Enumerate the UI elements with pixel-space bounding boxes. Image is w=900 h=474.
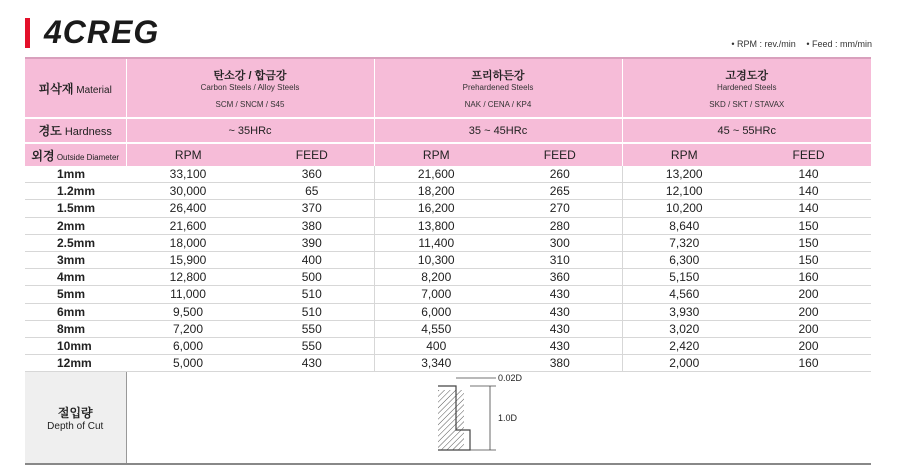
table-row bbox=[25, 217, 871, 234]
material-row bbox=[25, 58, 871, 118]
rpm-cell: 16,200 bbox=[374, 200, 498, 217]
feed-cell: 150 bbox=[746, 217, 871, 234]
feed-cell: 360 bbox=[250, 166, 374, 183]
feed-cell: 430 bbox=[498, 320, 622, 337]
diameter-label-ko: 외경 bbox=[31, 148, 55, 163]
diameter-cell: 5mm bbox=[25, 286, 126, 303]
feed-cell: 160 bbox=[746, 269, 871, 286]
column-header-row bbox=[25, 143, 871, 166]
table-row bbox=[25, 200, 871, 217]
feed-cell: 140 bbox=[746, 166, 871, 183]
rpm-cell: 8,200 bbox=[374, 269, 498, 286]
rpm-cell: 7,320 bbox=[622, 234, 746, 251]
rpm-cell: 3,020 bbox=[622, 320, 746, 337]
feed-cell: 65 bbox=[250, 183, 374, 200]
diameter-cell: 10mm bbox=[25, 337, 126, 354]
rpm-cell: 13,200 bbox=[622, 166, 746, 183]
depth-label-ko: 절입량 bbox=[57, 405, 93, 420]
rpm-cell: 30,000 bbox=[126, 183, 250, 200]
depth-of-cut-diagram bbox=[434, 372, 564, 458]
feed-cell: 430 bbox=[250, 355, 374, 372]
table-row bbox=[25, 166, 871, 183]
group-name-en: Carbon Steels / Alloy Steels bbox=[200, 83, 300, 92]
feed-cell: 380 bbox=[250, 217, 374, 234]
rpm-cell: 4,550 bbox=[374, 320, 498, 337]
rpm-cell: 5,000 bbox=[126, 355, 250, 372]
rpm-cell: 21,600 bbox=[126, 217, 250, 234]
units-legend bbox=[723, 39, 872, 49]
diameter-label-en: Outside Diameter bbox=[56, 152, 120, 162]
rpm-cell: 21,600 bbox=[374, 166, 498, 183]
rpm-cell: 3,930 bbox=[622, 303, 746, 320]
material-label-ko: 피삭재 bbox=[38, 81, 74, 96]
feed-cell: 200 bbox=[746, 320, 871, 337]
feed-cell: 200 bbox=[746, 337, 871, 354]
table-row bbox=[25, 234, 871, 251]
diameter-label bbox=[25, 143, 126, 166]
rpm-cell: 6,000 bbox=[126, 337, 250, 354]
feed-cell: 200 bbox=[746, 303, 871, 320]
rpm-header: RPM bbox=[374, 143, 498, 166]
workpiece-hatch bbox=[438, 390, 464, 450]
hardness-value: 35 ~ 45HRc bbox=[374, 118, 622, 143]
depth-of-cut-label bbox=[25, 372, 126, 465]
feed-cell: 380 bbox=[498, 355, 622, 372]
feed-cell: 360 bbox=[498, 269, 622, 286]
feed-cell: 160 bbox=[746, 355, 871, 372]
rpm-cell: 13,800 bbox=[374, 217, 498, 234]
hardness-label-ko: 경도 bbox=[38, 124, 62, 138]
rpm-cell: 9,500 bbox=[126, 303, 250, 320]
feed-cell: 140 bbox=[746, 183, 871, 200]
diameter-cell: 1mm bbox=[25, 166, 126, 183]
hardness-row bbox=[25, 118, 871, 143]
unit-feed: • Feed : mm/min bbox=[806, 39, 872, 49]
group-name-en: Prehardened Steels bbox=[462, 83, 534, 92]
group-grades: SKD / SKT / STAVAX bbox=[709, 100, 785, 109]
rpm-cell: 7,200 bbox=[126, 320, 250, 337]
group-grades: NAK / CENA / KP4 bbox=[464, 100, 532, 109]
hardness-value: ~ 35HRc bbox=[126, 118, 374, 143]
rpm-cell: 6,300 bbox=[622, 251, 746, 268]
diameter-cell: 4mm bbox=[25, 269, 126, 286]
table-row bbox=[25, 337, 871, 354]
table-row bbox=[25, 183, 871, 200]
rpm-cell: 18,200 bbox=[374, 183, 498, 200]
group-carbon-steels bbox=[126, 58, 374, 118]
feed-cell: 200 bbox=[746, 286, 871, 303]
table-row bbox=[25, 303, 871, 320]
diameter-cell: 2mm bbox=[25, 217, 126, 234]
table-row bbox=[25, 355, 871, 372]
feed-cell: 510 bbox=[250, 286, 374, 303]
rpm-cell: 7,000 bbox=[374, 286, 498, 303]
rpm-cell: 12,800 bbox=[126, 269, 250, 286]
rpm-cell: 400 bbox=[374, 337, 498, 354]
feed-cell: 430 bbox=[498, 337, 622, 354]
cutting-conditions-table bbox=[25, 57, 871, 465]
material-label bbox=[25, 58, 126, 118]
rpm-cell: 15,900 bbox=[126, 251, 250, 268]
group-grades: SCM / SNCM / S45 bbox=[215, 100, 285, 109]
axial-depth-label: 1.0D bbox=[497, 413, 517, 424]
depth-label-en: Depth of Cut bbox=[47, 420, 104, 432]
group-prehardened-steels bbox=[374, 58, 622, 118]
table-row bbox=[25, 320, 871, 337]
rpm-cell: 3,340 bbox=[374, 355, 498, 372]
depth-of-cut-diagram-cell bbox=[126, 372, 871, 465]
feed-cell: 280 bbox=[498, 217, 622, 234]
feed-header: FEED bbox=[250, 143, 374, 166]
hardness-label bbox=[25, 118, 126, 143]
title-accent-bar bbox=[25, 18, 30, 48]
group-name-ko: 고경도강 bbox=[725, 70, 769, 82]
diameter-cell: 2.5mm bbox=[25, 234, 126, 251]
rpm-cell: 10,300 bbox=[374, 251, 498, 268]
radial-depth-label: 0.02D bbox=[497, 373, 522, 384]
feed-header: FEED bbox=[498, 143, 622, 166]
rpm-cell: 11,400 bbox=[374, 234, 498, 251]
rpm-header: RPM bbox=[622, 143, 746, 166]
hardness-label-en: Hardness bbox=[64, 126, 112, 138]
rpm-cell: 4,560 bbox=[622, 286, 746, 303]
rpm-cell: 11,000 bbox=[126, 286, 250, 303]
diameter-cell: 12mm bbox=[25, 355, 126, 372]
rpm-cell: 18,000 bbox=[126, 234, 250, 251]
diameter-cell: 8mm bbox=[25, 320, 126, 337]
group-hardened-steels bbox=[622, 58, 871, 118]
feed-cell: 550 bbox=[250, 320, 374, 337]
depth-of-cut-row bbox=[25, 372, 871, 465]
diameter-cell: 1.2mm bbox=[25, 183, 126, 200]
feed-cell: 390 bbox=[250, 234, 374, 251]
rpm-cell: 8,640 bbox=[622, 217, 746, 234]
feed-cell: 430 bbox=[498, 303, 622, 320]
rpm-cell: 6,000 bbox=[374, 303, 498, 320]
feed-cell: 550 bbox=[250, 337, 374, 354]
feed-cell: 140 bbox=[746, 200, 871, 217]
diameter-cell: 1.5mm bbox=[25, 200, 126, 217]
hardness-value: 45 ~ 55HRc bbox=[622, 118, 871, 143]
feed-cell: 300 bbox=[498, 234, 622, 251]
feed-cell: 510 bbox=[250, 303, 374, 320]
rpm-cell: 33,100 bbox=[126, 166, 250, 183]
rpm-cell: 2,420 bbox=[622, 337, 746, 354]
table-row bbox=[25, 286, 871, 303]
rpm-header: RPM bbox=[126, 143, 250, 166]
diameter-cell: 3mm bbox=[25, 251, 126, 268]
rpm-cell: 26,400 bbox=[126, 200, 250, 217]
rpm-cell: 12,100 bbox=[622, 183, 746, 200]
feed-cell: 500 bbox=[250, 269, 374, 286]
feed-cell: 150 bbox=[746, 234, 871, 251]
unit-rpm: • RPM : rev./min bbox=[731, 39, 796, 49]
feed-cell: 310 bbox=[498, 251, 622, 268]
diameter-cell: 6mm bbox=[25, 303, 126, 320]
feed-cell: 370 bbox=[250, 200, 374, 217]
feed-cell: 150 bbox=[746, 251, 871, 268]
page-title: 4CREG bbox=[44, 14, 160, 50]
group-name-en: Hardened Steels bbox=[716, 83, 777, 92]
group-name-ko: 탄소강 / 합금강 bbox=[213, 70, 287, 82]
feed-header: FEED bbox=[746, 143, 871, 166]
feed-cell: 270 bbox=[498, 200, 622, 217]
feed-cell: 265 bbox=[498, 183, 622, 200]
rpm-cell: 10,200 bbox=[622, 200, 746, 217]
feed-cell: 430 bbox=[498, 286, 622, 303]
rpm-cell: 5,150 bbox=[622, 269, 746, 286]
feed-cell: 400 bbox=[250, 251, 374, 268]
table-row bbox=[25, 269, 871, 286]
table-row bbox=[25, 251, 871, 268]
feed-cell: 260 bbox=[498, 166, 622, 183]
group-name-ko: 프리하든강 bbox=[471, 70, 525, 82]
material-label-en: Material bbox=[76, 84, 112, 96]
rpm-cell: 2,000 bbox=[622, 355, 746, 372]
